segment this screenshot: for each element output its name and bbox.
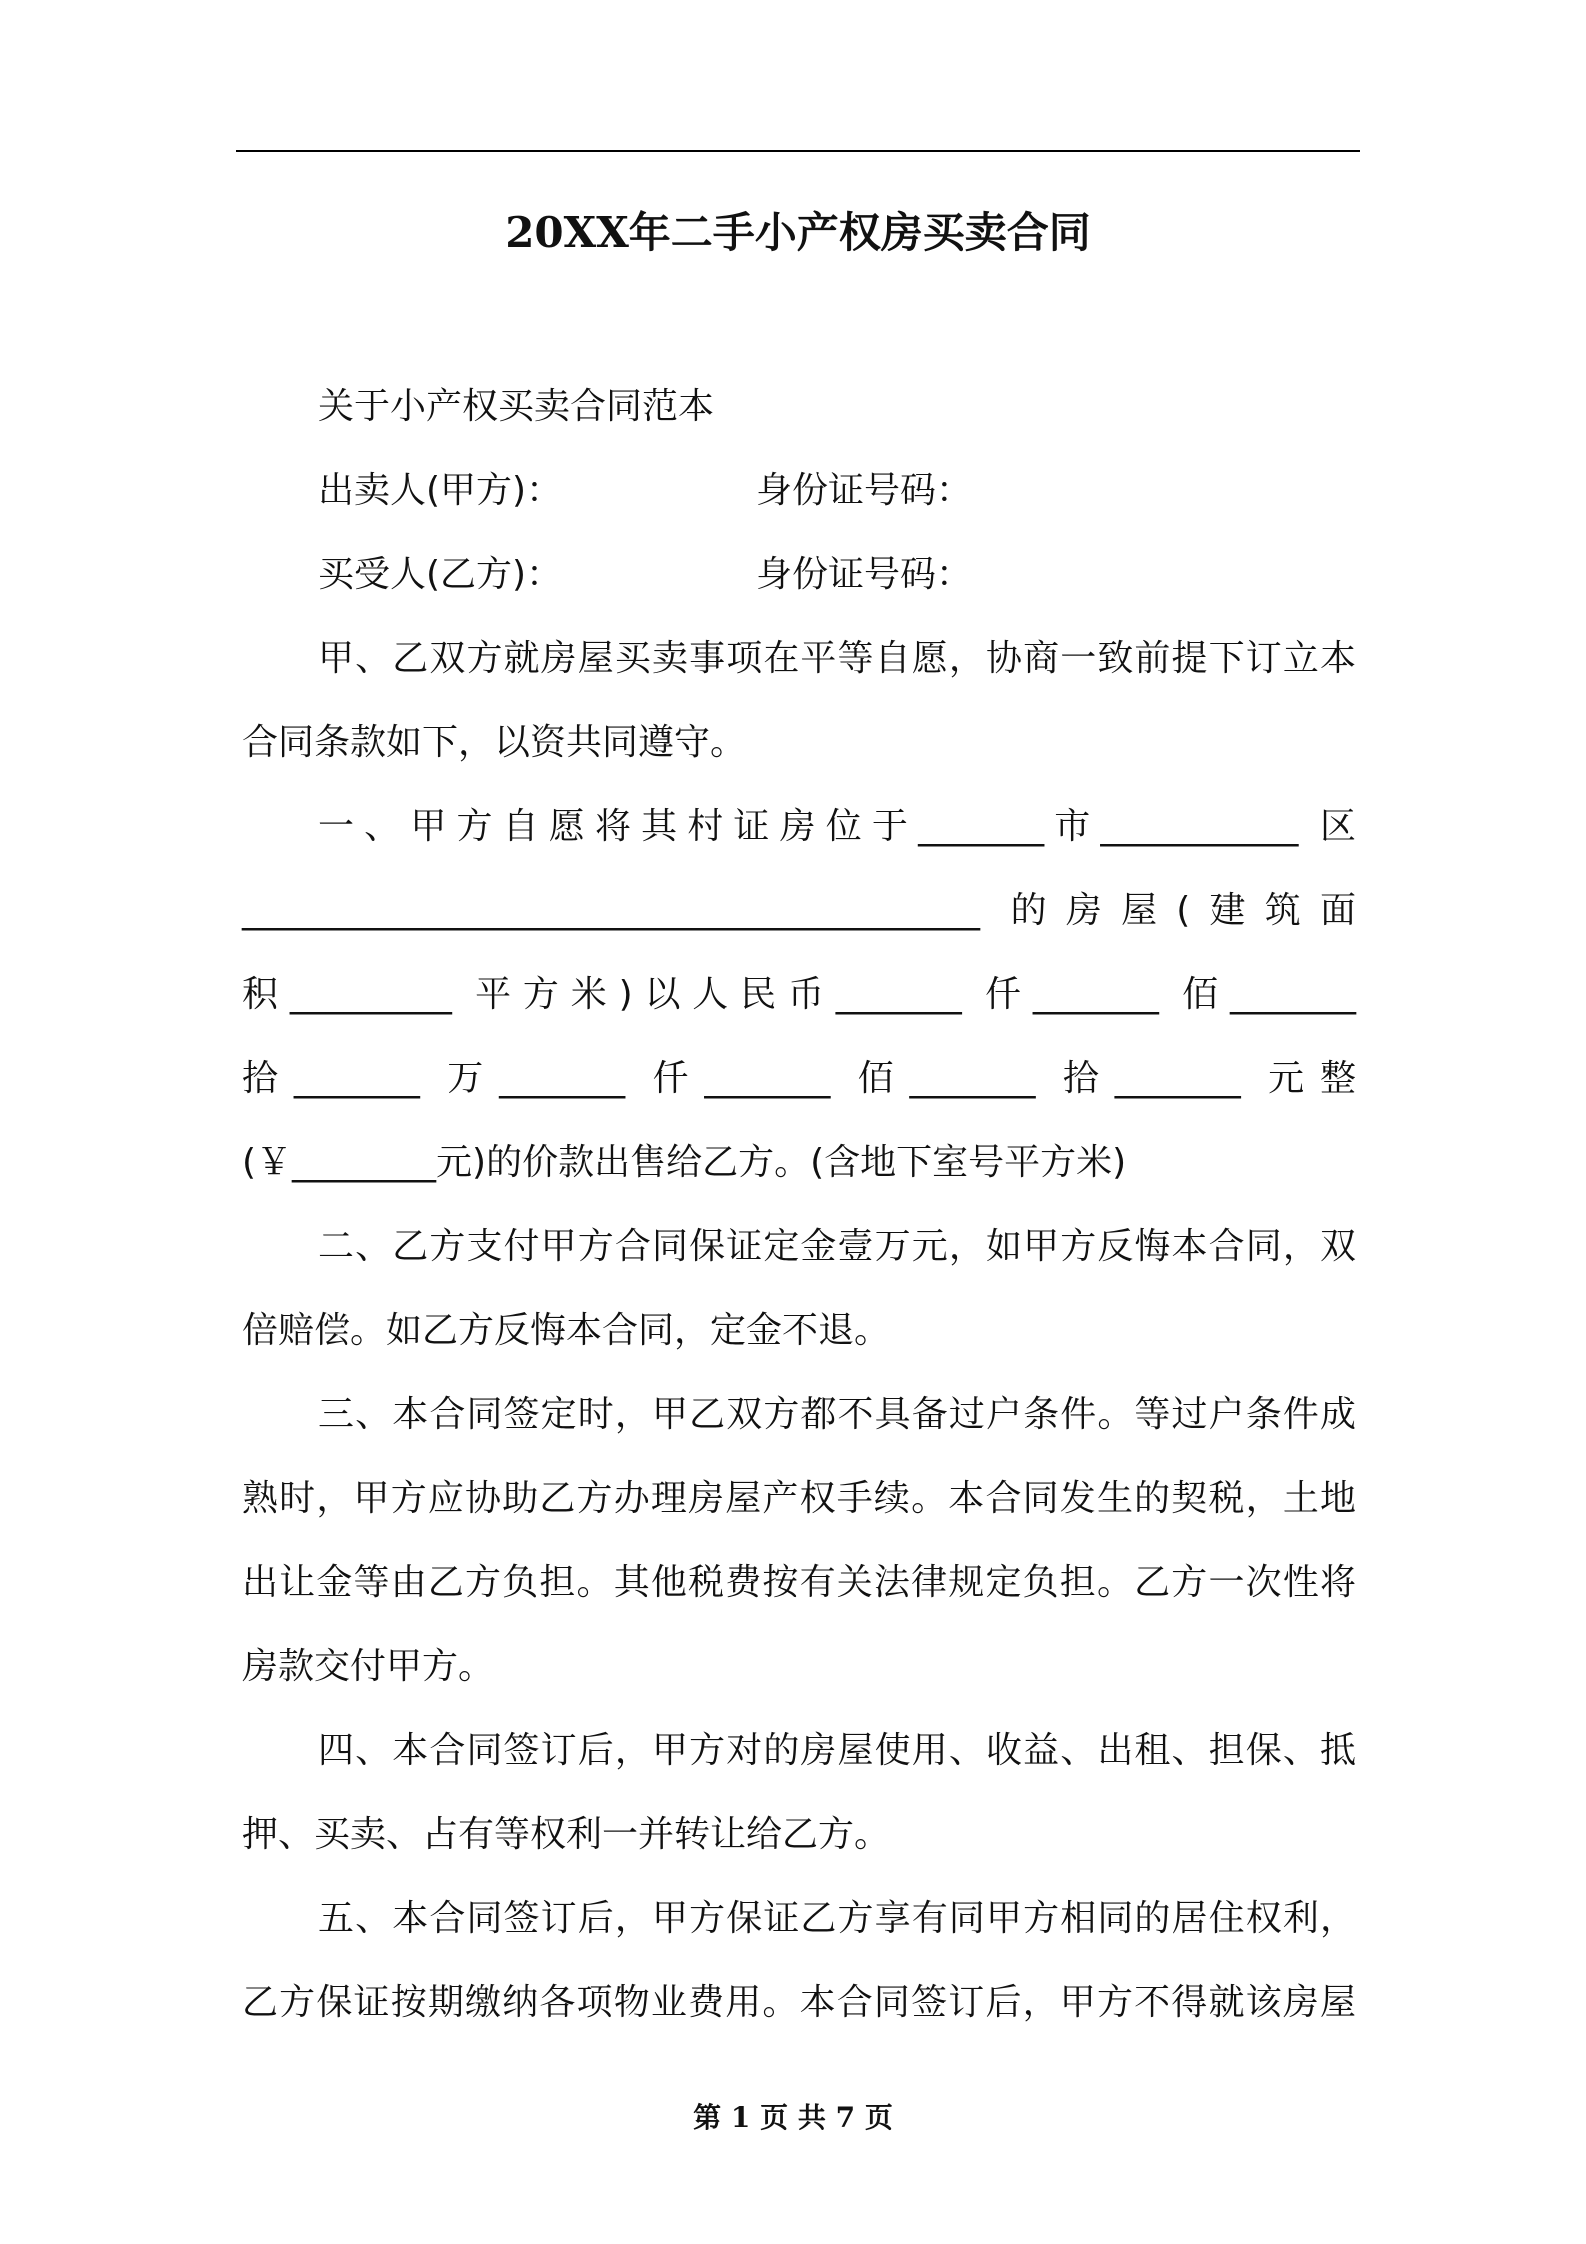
document-body [242,365,1356,2045]
clause1-line: 拾_______ 万_______ 仟_______ 佰_______ 拾_______ 元整 [242,1058,1356,1099]
clause3-line: 房款交付甲方。 [242,1646,495,1687]
clause3-line: 三、本合同签定时，甲乙双方都不具备过户条件。等过户条件成 [318,1394,1356,1435]
buyer-label: 买受人(乙方)： [318,554,563,595]
clause5-line: 五、本合同签订后，甲方保证乙方享有同甲方相同的居住权利， [318,1898,1356,1939]
document-subtitle: 关于小产权买卖合同范本 [318,386,715,427]
seller-id-label: 身份证号码： [756,470,973,511]
clause4-line: 四、本合同签订后，甲方对的房屋使用、收益、出租、担保、抵 [318,1730,1356,1771]
page-number: 第 1 页 共 7 页 [693,2101,893,2134]
intro-line: 甲、乙双方就房屋买卖事项在平等自愿，协商一致前提下订立本 [318,638,1356,679]
seller-label: 出卖人(甲方)： [318,470,563,511]
clause5-line: 乙方保证按期缴纳各项物业费用。本合同签订后，甲方不得就该房屋 [242,1982,1356,2023]
intro-line: 合同条款如下，以资共同遵守。 [242,722,747,763]
clause4-line: 押、买卖、占有等权利一并转让给乙方。 [242,1814,891,1855]
clause1-line: _________________________________________ 的房屋(建筑面 [242,890,1356,931]
clause2-line: 倍赔偿。如乙方反悔本合同，定金不退。 [242,1310,891,1351]
header-rule [236,150,1360,152]
clause1-line: 积_________ 平方米)以人民币_______ 仟_______ 佰_______ [242,974,1356,1015]
clause3-line: 熟时，甲方应协助乙方办理房屋产权手续。本合同发生的契税，土地 [242,1478,1356,1519]
buyer-row [242,533,1356,617]
clause3-line: 出让金等由乙方负担。其他税费按有关法律规定负担。乙方一次性将 [242,1562,1356,1603]
buyer-id-label: 身份证号码： [756,554,973,595]
clause1-line: 一、甲方自愿将其村证房位于_______市___________ 区 [318,806,1356,847]
clause2-line: 二、乙方支付甲方合同保证定金壹万元，如甲方反悔本合同，双 [318,1226,1356,1267]
document-title: 20XX年二手小产权房买卖合同 [505,208,1091,257]
clause1-line: (￥________元)的价款出售给乙方。(含地下室号平方米) [242,1142,1127,1183]
seller-row [242,449,1356,533]
